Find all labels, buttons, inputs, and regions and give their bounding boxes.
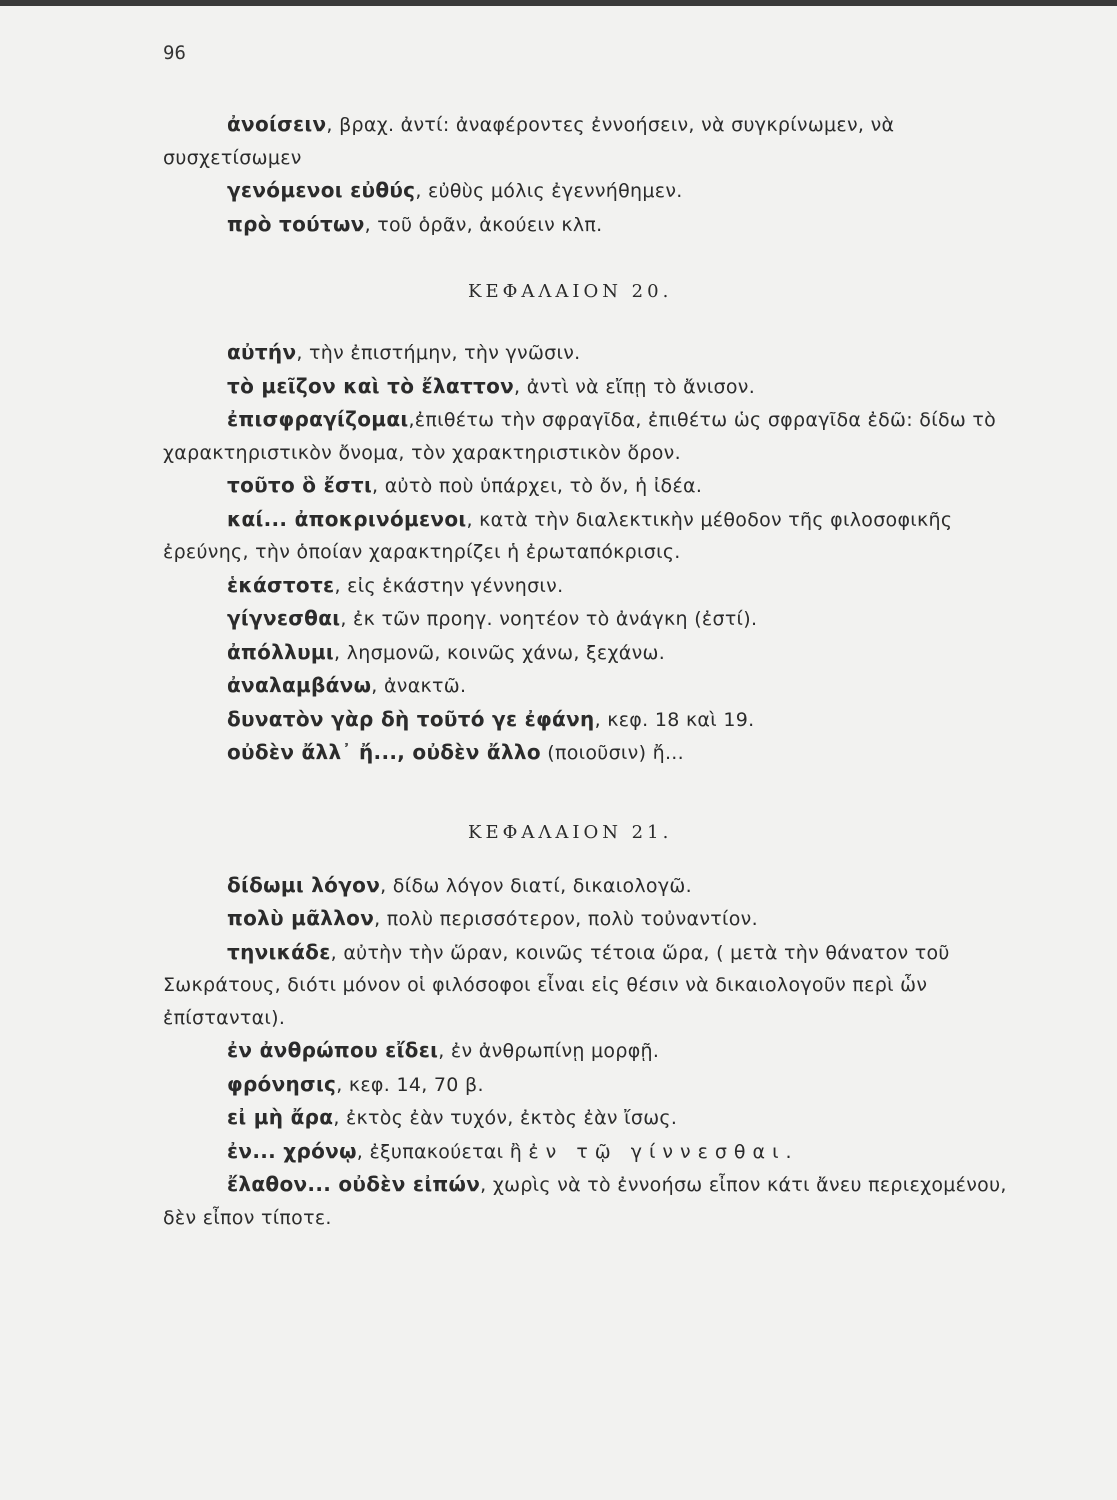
entry-gloss: , χωρὶς νὰ τὸ ἐννοήσω εἶπον κάτι ἄνευ περιεχομένου, δὲν εἶπον τίποτε. [163, 1174, 1007, 1229]
glossary-entry [163, 902, 1023, 936]
entry-lemma: ἐπισφραγίζομαι [227, 407, 409, 431]
glossary-entry [163, 370, 1023, 404]
glossary-entry [163, 208, 1023, 242]
entry-gloss: , αὐτὴν τὴν ὥραν, κοινῶς τέτοια ὥρα, ( μετὰ τὴν θάνατον τοῦ Σωκράτους, διότι μόνον οἱ φιλόσοφοι εἶναι εἰς θέσιν νὰ δικαιολογοῦν περὶ ὧν ἐπίστανται). [163, 941, 950, 1029]
entry-lemma: ἔλαθον... οὐδὲν εἰπών [227, 1172, 481, 1196]
glossary-entry [163, 602, 1023, 636]
entry-lemma: γενόμενοι εὐθύς [227, 178, 416, 202]
entry-lemma: δυνατὸν γὰρ δὴ τοῦτό γε ἐφάνη [227, 706, 595, 731]
glossary-entry [163, 1101, 1023, 1135]
entry-lemma: ἀπόλλυμι [227, 639, 335, 664]
entry-gloss: ,ἐπιθέτω τὴν σφραγῖδα, ἐπιθέτω ὡς σφραγῖδα ἐδῶ: δίδω τὸ χαρακτηριστικὸν ὄνομα, τὸν χαρακτηριστικὸν ὅρον. [163, 409, 997, 464]
entry-gloss: , δίδω λόγον διατί, δικαιολογῶ. [380, 874, 692, 897]
entry-gloss: , λησμονῶ, κοινῶς χάνω, ξεχάνω. [334, 641, 666, 664]
section-intro [163, 108, 1023, 241]
glossary-entry [163, 403, 1023, 469]
chapter-heading: ΚΕΦΑΛΑΙΟΝ 20. [468, 281, 673, 302]
entry-gloss: , τὴν ἐπιστήμην, τὴν γνῶσιν. [296, 342, 581, 364]
glossary-entry [163, 1068, 1023, 1102]
entry-lemma: αὐτήν [227, 340, 297, 364]
glossary-entry [163, 636, 1023, 670]
glossary-entry [163, 936, 1023, 1035]
glossary-entry [163, 1034, 1023, 1068]
entry-gloss: , ἐκτὸς ἐὰν τυχόν, ἐκτὸς ἐὰν ἴσως. [333, 1107, 678, 1129]
glossary-entry [163, 469, 1023, 503]
glossary-entry [163, 1168, 1023, 1234]
entry-lemma: ἀναλαμβάνω [227, 673, 372, 697]
entry-gloss: , κεφ. 18 καὶ 19. [594, 708, 755, 731]
entry-gloss: , εἰς ἑκάστην γέννησιν. [334, 574, 564, 597]
entry-lemma: εἰ μὴ ἄρα [227, 1105, 334, 1129]
section-chapter-20 [163, 336, 1023, 770]
entry-gloss: , ἐν ἀνθρωπίνῃ μορφῇ. [438, 1040, 660, 1062]
entry-lemma: τὸ μεῖζον καὶ τὸ ἔλαττον [227, 373, 515, 398]
glossary-entry [163, 174, 1023, 208]
chapter-heading: ΚΕΦΑΛΑΙΟΝ 21. [468, 821, 673, 843]
entry-lemma: ἐν... χρόνῳ [227, 1138, 357, 1163]
entry-gloss: , κατὰ τὴν διαλεκτικὴν μέθοδον τῆς φιλοσοφικῆς ἐρεύνης, τὴν ὁποίαν χαρακτηρίζει ἡ ἐρωταπόκρισις. [163, 508, 953, 563]
entry-lemma: φρόνησις [227, 1071, 337, 1096]
entry-gloss: , βραχ. ἀντί: ἀναφέροντες ἐννοήσειν, νὰ συγκρίνωμεν, νὰ συσχετίσωμεν [163, 114, 895, 169]
entry-lemma: τοῦτο ὃ ἔστι [227, 473, 373, 497]
entry-gloss: , τοῦ ὁρᾶν, ἀκούειν κλπ. [364, 213, 603, 236]
entry-gloss-spaced: ἐν τῷ γίννεσθαι. [528, 1140, 799, 1163]
entry-lemma: ἀνοίσειν [227, 112, 327, 136]
entry-lemma: καί... ἀποκρινόμενοι [227, 506, 467, 531]
page-number: 96 [163, 42, 186, 64]
entry-lemma: οὐδὲν ἄλλ᾽ ἤ..., οὐδὲν ἄλλο [227, 740, 541, 764]
entry-lemma: πρὸ τούτων [227, 211, 365, 236]
entry-gloss: , πολὺ περισσότερον, πολὺ τοὐναντίον. [374, 908, 758, 930]
entry-lemma: γίγνεσθαι [227, 606, 341, 630]
entry-gloss: , κεφ. 14, 70 β. [336, 1073, 484, 1096]
glossary-entry [163, 503, 1023, 569]
entry-gloss: , αὐτὸ ποὺ ὑπάρχει, τὸ ὄν, ἡ ἰδέα. [372, 475, 703, 497]
glossary-entry [163, 869, 1023, 903]
scan-top-edge [0, 0, 1117, 6]
glossary-entry [163, 703, 1023, 737]
section-chapter-21 [163, 869, 1023, 1235]
glossary-entry [163, 1135, 1023, 1169]
entry-gloss: (ποιοῦσιν) ἤ... [540, 742, 684, 764]
entry-gloss: , ἐκ τῶν προηγ. νοητέον τὸ ἀνάγκη (ἐστί). [340, 608, 758, 630]
entry-gloss: , ἐξυπακούεται ἢ [356, 1140, 523, 1163]
entry-lemma: δίδωμι λόγον [227, 872, 381, 897]
glossary-entry [163, 669, 1023, 703]
entry-lemma: ἑκάστοτε [227, 572, 335, 597]
glossary-entry [163, 108, 1023, 174]
entry-gloss: , ἀντὶ νὰ εἴπῃ τὸ ἄνισον. [514, 375, 756, 398]
entry-lemma: πολὺ μᾶλλον [227, 906, 375, 930]
entry-lemma: τηνικάδε [227, 939, 331, 964]
glossary-entry [163, 336, 1023, 370]
glossary-entry [163, 569, 1023, 603]
entry-gloss: , εὐθὺς μόλις ἐγεννήθημεν. [415, 180, 683, 202]
entry-gloss: , ἀνακτῶ. [371, 675, 467, 697]
page-body [163, 108, 1023, 1234]
glossary-entry [163, 736, 1023, 770]
entry-lemma: ἐν ἀνθρώπου εἴδει [227, 1038, 439, 1062]
